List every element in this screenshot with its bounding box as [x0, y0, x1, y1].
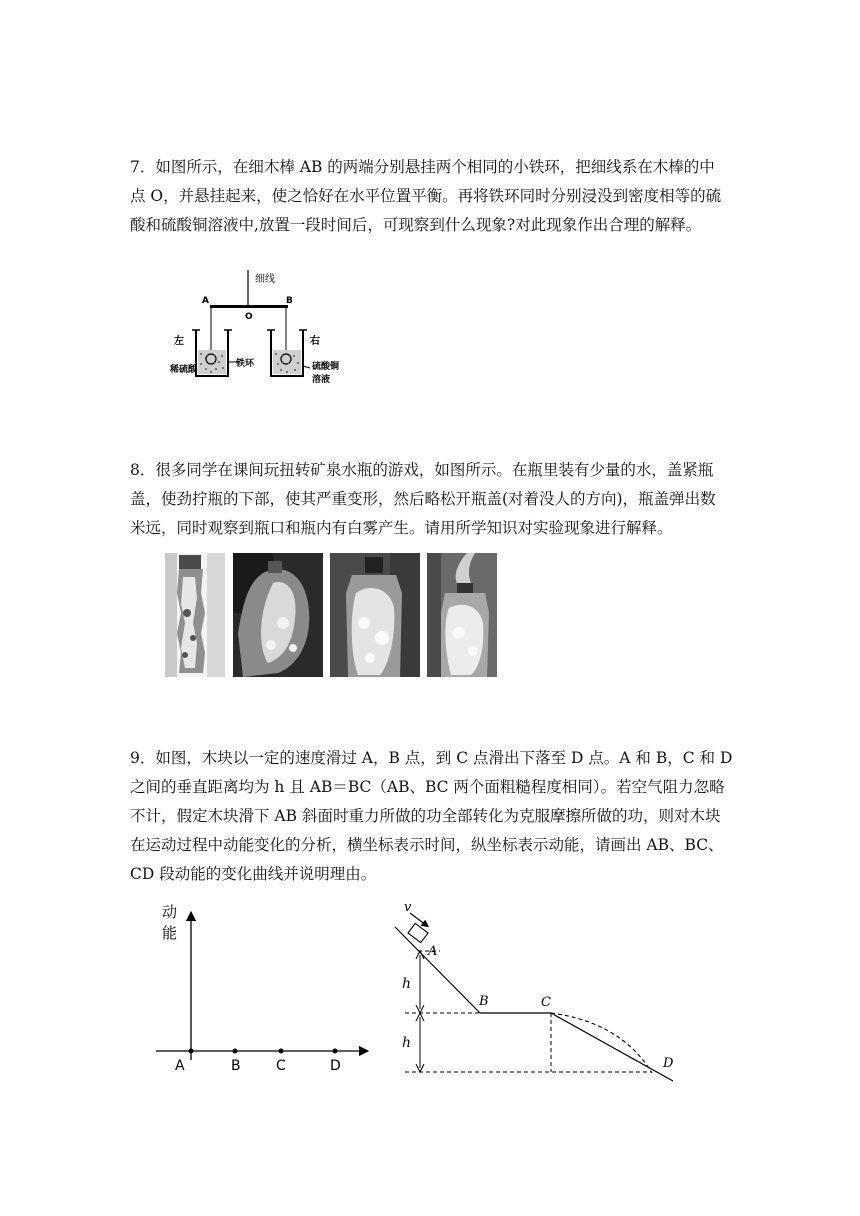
bottle-photo-4 — [427, 553, 497, 677]
bottle-photo-1 — [165, 553, 225, 677]
q9-line-1: 9．如图，木块以一定的速度滑过 A，B 点，到 C 点滑出下落至 D 点。A 和 B，C 和 D — [130, 749, 733, 767]
label-a: A — [428, 944, 438, 959]
velocity-arrow — [410, 913, 426, 925]
tick-b-dot — [233, 1049, 238, 1054]
tick-d-dot — [333, 1049, 338, 1054]
tick-a-dot — [189, 1049, 194, 1054]
acid-label: 稀硫酸 — [170, 365, 198, 375]
left-beaker — [192, 330, 232, 376]
q7-figure — [170, 268, 370, 390]
label-d: D — [663, 1056, 674, 1071]
tick-a-label: A — [175, 1058, 185, 1074]
iron-ring-label: 铁环 — [236, 359, 255, 369]
label-h-1: h — [402, 976, 412, 992]
q8-line-1: 8．很多同学在课间玩扭转矿泉水瓶的游戏，如图所示。在瓶里装有少量的水，盖紧瓶 — [130, 461, 714, 479]
question-7-text — [130, 153, 735, 240]
thread-label: 细线 — [255, 274, 275, 285]
q7-line-1: 7．如图所示，在细木棒 AB 的两端分别悬挂两个相同的小铁环，把细线系在木棒的中 — [130, 158, 715, 176]
question-8-text — [130, 456, 735, 543]
y-axis-label-1: 动 — [162, 903, 178, 921]
q9-track-diagram — [390, 895, 685, 1090]
right-beaker — [267, 330, 307, 376]
right-label: 右 — [310, 336, 320, 347]
tick-b-label: B — [231, 1058, 241, 1074]
point-b-label: B — [286, 296, 293, 306]
q7-line-3: 酸和硫酸铜溶液中,放置一段时间后，可现察到什么现象?对此现象作出合理的解释。 — [130, 216, 702, 234]
left-label: 左 — [174, 336, 184, 347]
q8-line-3: 米远，同时观察到瓶口和瓶内有白雾产生。请用所学知识对实验现象进行解释。 — [130, 519, 673, 537]
rod-ab — [210, 305, 288, 308]
point-o-label: O — [245, 312, 253, 322]
question-9-text — [130, 744, 735, 889]
q9-energy-graph — [150, 900, 370, 1080]
q9-line-3: 不计，假定木块滑下 AB 斜面时重力所做的功全部转化为克服摩擦所做的功，则对木块 — [130, 807, 721, 825]
incline-ab — [395, 927, 480, 1013]
label-h-2: h — [402, 1035, 412, 1051]
label-b: B — [479, 994, 489, 1009]
q9-line-5: CD 段动能的变化曲线并说明理由。 — [130, 865, 377, 883]
q8-line-2: 盖，使劲拧瓶的下部，使其严重变形，然后略松开瓶盖(对着没人的方向)，瓶盖弹出数 — [130, 490, 716, 508]
cuso4-label-2: 溶液 — [312, 375, 331, 385]
wooden-block — [408, 923, 428, 942]
bottle-photo-3 — [330, 553, 420, 677]
velocity-label: v — [404, 900, 412, 915]
slope-cd — [551, 1013, 673, 1081]
q9-line-2: 之间的垂直距离均为 h 且 AB＝BC（AB、BC 两个面粗糙程度相同）。若空气阻力忽略 — [130, 778, 725, 796]
q9-line-4: 在运动过程中动能变化的分析，横坐标表示时间，纵坐标表示动能，请画出 AB、BC、 — [130, 836, 724, 854]
y-axis-label-2: 能 — [162, 924, 178, 942]
tick-c-dot — [279, 1049, 284, 1054]
tick-c-label: C — [276, 1058, 286, 1074]
cuso4-label-1: 硫酸铜 — [312, 362, 340, 372]
q7-line-2: 点 O，并悬挂起来，使之恰好在水平位置平衡。再将铁环同时分别浸没到密度相等的硫 — [130, 187, 722, 205]
tick-d-label: D — [330, 1058, 341, 1074]
bottle-photo-2 — [233, 553, 323, 677]
point-a-label: A — [202, 296, 209, 306]
label-c: C — [541, 995, 551, 1010]
